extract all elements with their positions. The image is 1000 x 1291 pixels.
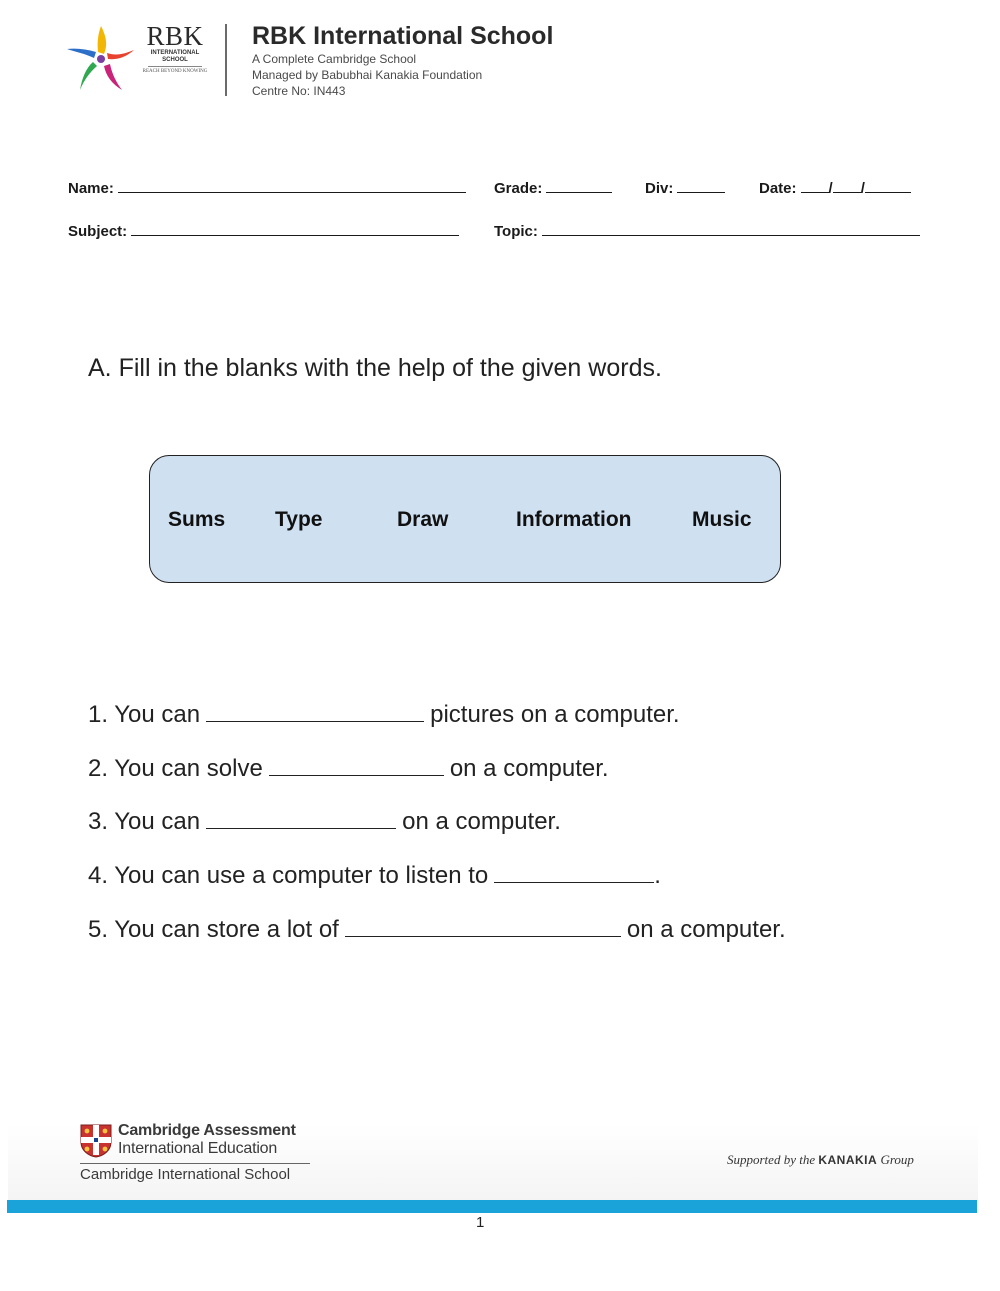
- question-1: [88, 701, 680, 729]
- cambridge-rule: [80, 1163, 310, 1164]
- name-label: Name:: [68, 180, 114, 197]
- cambridge-title-line2: International Education: [118, 1140, 278, 1157]
- question-text: 4. You can use a computer to listen to: [88, 862, 489, 889]
- topic-field: [494, 221, 920, 240]
- word-bank-item[interactable]: Music: [692, 508, 752, 531]
- school-line-management: Managed by Babubhai Kanakia Foundation: [252, 68, 483, 82]
- cambridge-shield-icon: [80, 1124, 112, 1158]
- word-bank-box: [149, 455, 781, 583]
- supported-suffix: Group: [880, 1152, 914, 1167]
- school-logo: [64, 22, 574, 98]
- logo-rule: [148, 66, 202, 67]
- question-text: on a computer.: [626, 916, 786, 943]
- footer-accent-bar: [7, 1200, 977, 1213]
- school-name: RBK International School: [252, 22, 554, 50]
- date-separator: /: [828, 180, 833, 197]
- question-text: on a computer.: [402, 808, 561, 835]
- answer-blank-2[interactable]: [269, 755, 444, 776]
- question-text: .: [654, 862, 661, 889]
- supported-by-kanakia: [727, 1152, 914, 1168]
- question-4: [88, 862, 661, 890]
- answer-blank-4[interactable]: [494, 862, 654, 883]
- name-field: [68, 178, 466, 197]
- grade-blank[interactable]: [546, 178, 612, 193]
- cambridge-school-label: Cambridge International School: [80, 1166, 291, 1183]
- question-3: [88, 808, 561, 836]
- div-field: [645, 178, 725, 197]
- logo-tagline: REACH BEYOND KNOWING: [142, 69, 208, 74]
- school-line-affiliation: A Complete Cambridge School: [252, 52, 417, 66]
- page-number: 1: [476, 1214, 485, 1231]
- star-hands-logo-icon: [64, 22, 138, 96]
- question-text: 1. You can: [88, 701, 201, 728]
- date-separator: /: [860, 180, 865, 197]
- subject-label: Subject:: [68, 223, 128, 240]
- name-blank[interactable]: [118, 178, 466, 193]
- date-label: Date:: [759, 180, 797, 197]
- question-text: pictures on a computer.: [430, 701, 680, 728]
- word-bank-item[interactable]: Sums: [168, 508, 226, 531]
- date-month-blank[interactable]: [833, 178, 861, 193]
- topic-blank[interactable]: [542, 221, 920, 236]
- word-bank-item[interactable]: Draw: [397, 508, 449, 531]
- date-field: [759, 178, 911, 197]
- instruction-heading: A. Fill in the blanks with the help of the given words.: [88, 354, 662, 382]
- question-text: 5. You can store a lot of: [88, 916, 339, 943]
- date-day-blank[interactable]: [801, 178, 829, 193]
- answer-blank-5[interactable]: [345, 916, 621, 937]
- logo-divider: [225, 24, 227, 96]
- logo-name: RBK: [146, 21, 204, 51]
- topic-label: Topic:: [494, 223, 538, 240]
- div-label: Div:: [645, 180, 674, 197]
- subject-blank[interactable]: [131, 221, 459, 236]
- word-bank-item[interactable]: Information: [516, 508, 632, 531]
- supported-prefix: Supported by the: [727, 1152, 816, 1167]
- grade-label: Grade:: [494, 180, 543, 197]
- question-5: [88, 916, 786, 944]
- question-text: on a computer.: [449, 755, 609, 782]
- question-2: [88, 755, 609, 783]
- date-year-blank[interactable]: [865, 178, 911, 193]
- kanakia-brand: KANAKIA: [818, 1153, 878, 1167]
- div-blank[interactable]: [677, 178, 725, 193]
- answer-blank-1[interactable]: [206, 701, 424, 722]
- logo-wordmark: [140, 22, 210, 75]
- word-bank-item[interactable]: Type: [275, 508, 323, 531]
- cambridge-title-line1: Cambridge Assessment: [118, 1122, 296, 1139]
- answer-blank-3[interactable]: [206, 808, 396, 829]
- question-text: 3. You can: [88, 808, 201, 835]
- subject-field: [68, 221, 459, 240]
- question-text: 2. You can solve: [88, 755, 263, 782]
- school-line-centre: Centre No: IN443: [252, 84, 346, 98]
- logo-subtitle: INTERNATIONAL SCHOOL: [150, 50, 200, 63]
- grade-field: [494, 178, 612, 197]
